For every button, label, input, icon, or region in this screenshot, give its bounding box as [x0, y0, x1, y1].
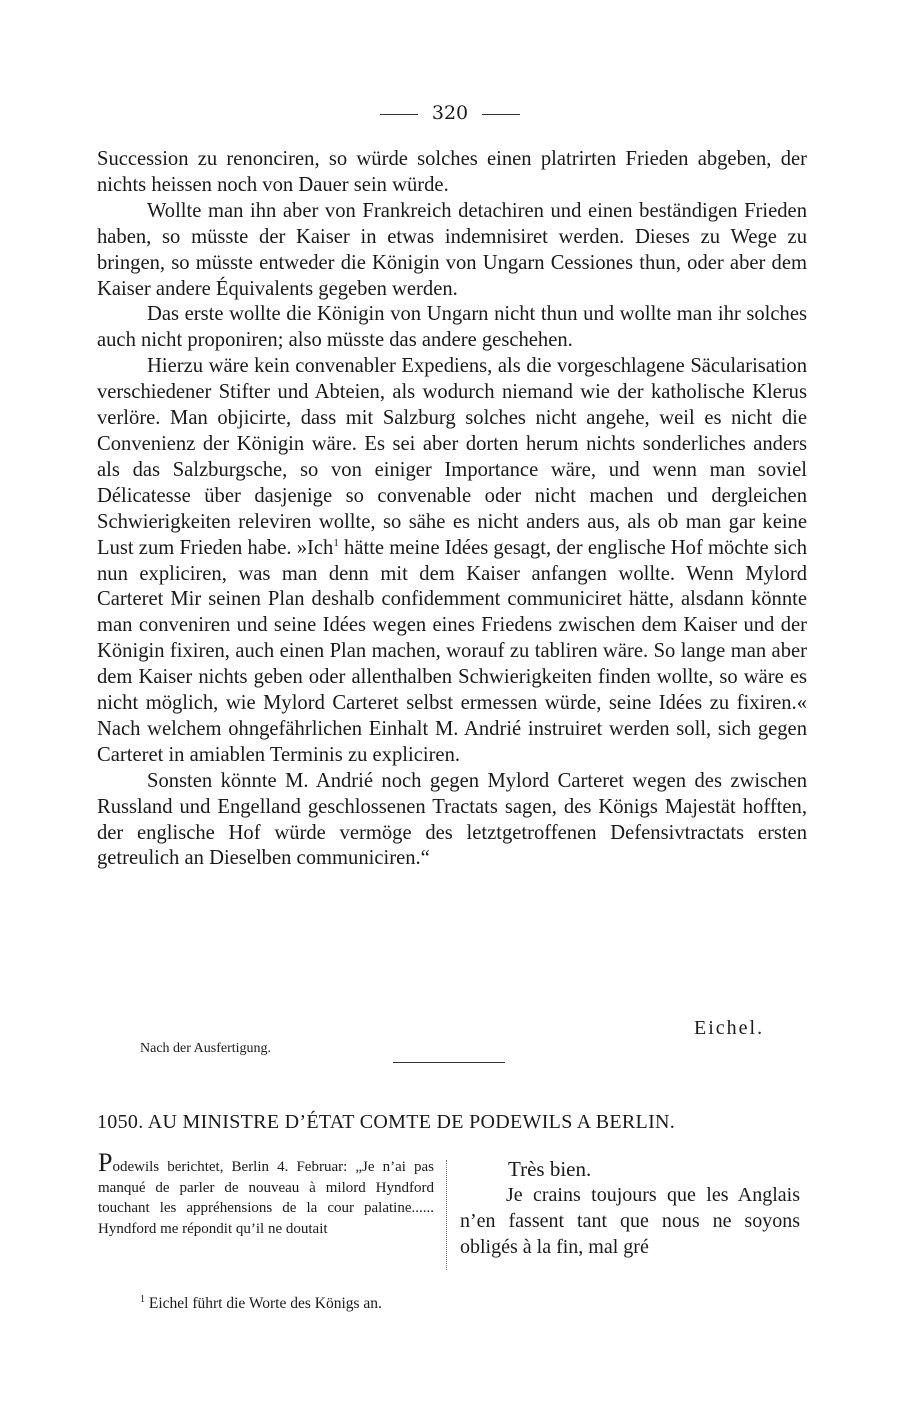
footnote-marker: 1 — [333, 536, 339, 549]
source-note: Nach der Ausfertigung. — [140, 1041, 272, 1056]
document-heading — [97, 1111, 817, 1134]
document-title: AU MINISTRE D’ÉTAT COMTE DE PODEWILS A BERLIN. — [147, 1111, 676, 1133]
header-dash-right — [482, 114, 520, 115]
page-number: 320 — [431, 102, 469, 124]
response-lead: Très bien. — [508, 1157, 592, 1181]
signature: Eichel. — [694, 1017, 765, 1039]
paragraph-2: Wollte man ihn aber von Frankreich detachiren und einen beständigen Frieden haben, so müsste der Kaiser in etwas indemnisiret werden. Dieses zu Wege zu bringen, so müsste entweder die Königin von Ungarn Cessiones thun, oder aber dem Kaiser andere Équivalents gegeben werden. — [97, 199, 807, 300]
footnote-number: 1 — [140, 1294, 145, 1305]
letter-body — [97, 147, 807, 872]
header-dash-left — [380, 114, 418, 115]
column-divider — [446, 1160, 447, 1270]
dropcap-letter: P — [98, 1148, 113, 1177]
report-summary-column — [98, 1148, 434, 1239]
footnote — [140, 1294, 382, 1313]
report-summary-text: odewils berichtet, Berlin 4. Februar: „Je n’ai pas manqué de parler de nouveau à milord Hyndford touchant les appréhensions de la cour palatine...... Hyndford me répondit qu’il ne doutait — [98, 1159, 434, 1237]
king-response-column — [460, 1156, 800, 1260]
paragraph-3: Das erste wollte die Königin von Ungarn nicht thun und wollte man ihr solches auch nicht proponiren; also müsste das andere geschehen. — [97, 303, 807, 352]
response-text: Je crains toujours que les Anglais n’en fassent tant que nous ne soyons obligés à la fin, mal gré — [460, 1184, 800, 1258]
paragraph-5: Sonsten könnte M. Andrié noch gegen Mylord Carteret wegen des zwischen Russland und Engelland geschlossenen Tractats sagen, des Königs Majestät hofften, der englische Hof würde vermöge des letztgetroffenen Defensivtractats ersten getreulich an Dieselben communiciren.“ — [97, 769, 807, 870]
document-number: 1050. — [97, 1111, 144, 1133]
page-header — [0, 102, 900, 124]
paragraph-4-part-2: hätte meine Idées gesagt, der englische Hof möchte sich nun expliciren, was man denn mit dem Kaiser anfangen wollte. Wenn Mylord Carteret Mir seinen Plan deshalb confidemment communiciret hätte, alsdann könnte man conveniren und seine Idées wegen eines Friedens zwischen dem Kaiser und der Königin fixiren, auch einen Plan machen, worauf zu tabliren wäre. So lange man aber dem Kaiser nichts geben oder allenthalben Schwierigkeiten finden wollte, so wäre es nicht möglich, wie Mylord Carteret selbst ermessen würde, seine Idées zu fixiren.« Nach welchem ohngefährlichen Einhalt M. Andrié instruiret werden soll, sich gegen Carteret in amiablen Terminis zu expliciren. — [97, 536, 808, 766]
footnote-text: Eichel führt die Worte des Königs an. — [145, 1295, 382, 1313]
paragraph-4 — [97, 354, 807, 769]
section-rule — [393, 1062, 505, 1063]
paragraph-1: Succession zu renonciren, so würde solches einen platrirten Frieden abgeben, der nichts heissen noch von Dauer sein würde. — [97, 148, 807, 196]
paragraph-4-part-1: Hierzu wäre kein convenabler Expediens, als die vorgeschlagene Säcularisation verschiedener Stifter und Abteien, als wodurch niemand wie der katholische Klerus verlöre. Man objicirte, dass mit Salzburg solches nicht angehe, weil es nicht die Convenienz der Königin wäre. Es sei aber dorten herum nichts sonderliches anders als das Salzburgsche, so von einiger Importance wäre, und wenn man soviel Délicatesse über dasjenige so convenable oder nicht machen und dergleichen Schwierigkeiten releviren wollte, so sähe es nicht anders aus, als ob man gar keine Lust zum Frieden habe. »Ich — [97, 355, 807, 559]
